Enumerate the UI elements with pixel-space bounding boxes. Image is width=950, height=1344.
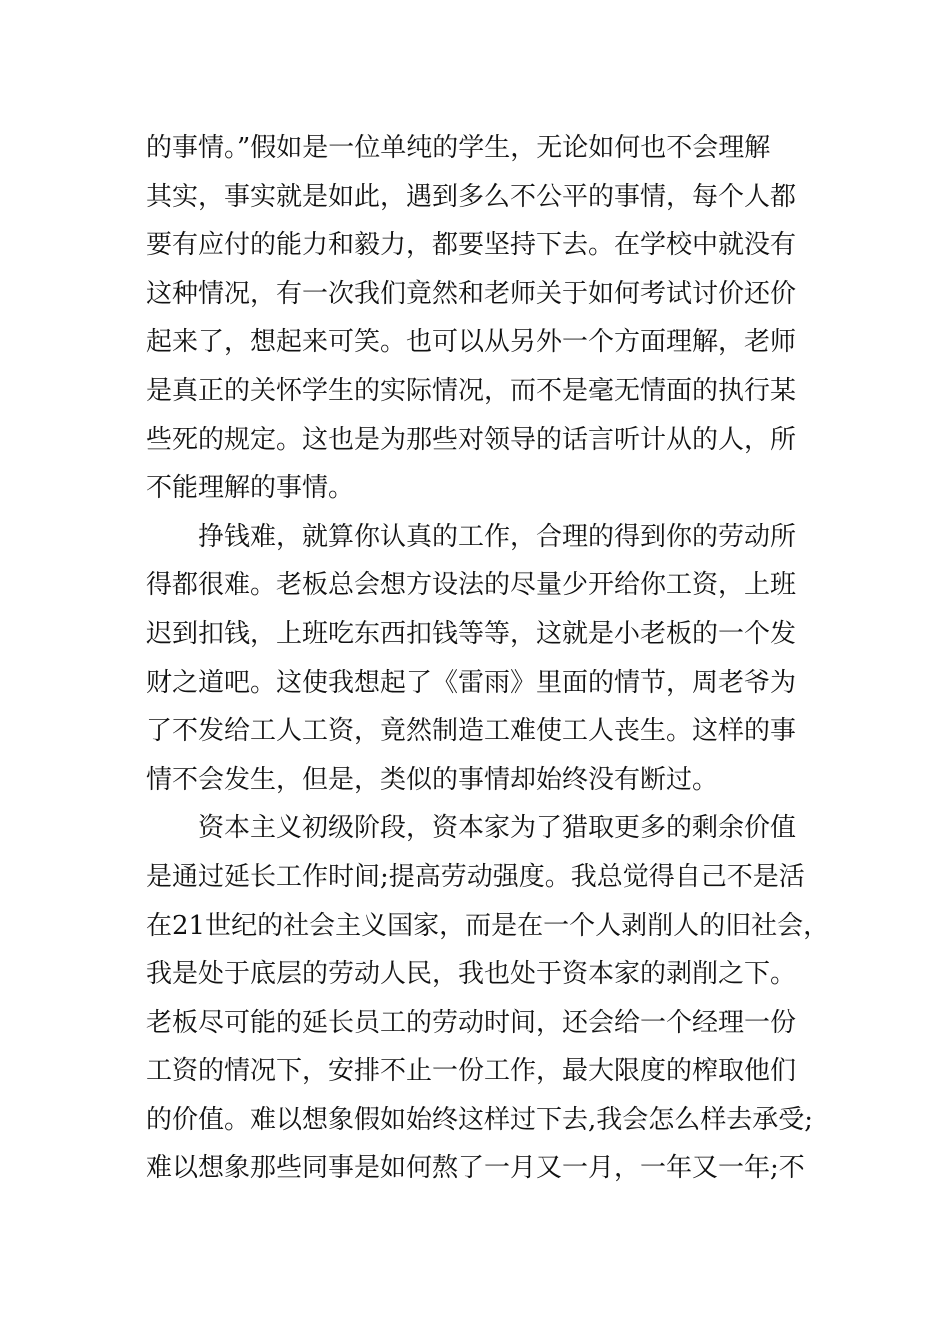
text-line: 这种情况，有一次我们竟然和老师关于如何考试讨价还价 bbox=[146, 278, 797, 309]
text-line: 是真正的关怀学生的实际情况，而不是毫无情面的执行某 bbox=[146, 375, 797, 406]
text-line: 在21世纪的社会主义国家，而是在一个人剥削人的旧社会， bbox=[146, 910, 830, 941]
text-line: 迟到扣钱，上班吃东西扣钱等等，这就是小老板的一个发 bbox=[146, 618, 797, 649]
text-line: 不能理解的事情。 bbox=[146, 473, 355, 504]
text-line: 要有应付的能力和毅力，都要坚持下去。在学校中就没有 bbox=[146, 230, 797, 261]
text-line: 是通过延长工作时间;提高劳动强度。我总觉得自己不是活 bbox=[146, 861, 805, 892]
text-line: 工资的情况下，安排不止一份工作，最大限度的榨取他们 bbox=[146, 1056, 797, 1087]
text-line: 起来了，想起来可笑。也可以从另外一个方面理解，老师 bbox=[146, 327, 797, 358]
text-line: 些死的规定。这也是为那些对领导的话言听计从的人，所 bbox=[146, 424, 797, 455]
text-line: 得都很难。老板总会想方设法的尽量少开给你工资，上班 bbox=[146, 570, 797, 601]
text-line: 难以想象那些同事是如何熬了一月又一月，一年又一年;不 bbox=[146, 1153, 805, 1184]
text-line: 其实，事实就是如此，遇到多么不公平的事情，每个人都 bbox=[146, 181, 797, 212]
text-line: 我是处于底层的劳动人民，我也处于资本家的剥削之下。 bbox=[146, 959, 797, 990]
paragraph-start-line: 挣钱难，就算你认真的工作，合理的得到你的劳动所 bbox=[198, 521, 797, 552]
text-line: 老板尽可能的延长员工的劳动时间，还会给一个经理一份 bbox=[146, 1007, 797, 1038]
body-text bbox=[146, 124, 830, 1193]
text-line: 了不发给工人工资，竟然制造工难使工人丧生。这样的事 bbox=[146, 716, 797, 747]
text-line: 财之道吧。这使我想起了《雷雨》里面的情节，周老爷为 bbox=[146, 667, 797, 698]
paragraph-start-line: 资本主义初级阶段，资本家为了猎取更多的剩余价值 bbox=[198, 813, 797, 844]
text-line: 的事情。”假如是一位单纯的学生，无论如何也不会理解 bbox=[146, 133, 771, 163]
text-line: 情不会发生，但是，类似的事情却始终没有断过。 bbox=[146, 764, 719, 795]
text-line: 的价值。难以想象假如始终这样过下去,我会怎么样去承受; bbox=[146, 1104, 814, 1135]
